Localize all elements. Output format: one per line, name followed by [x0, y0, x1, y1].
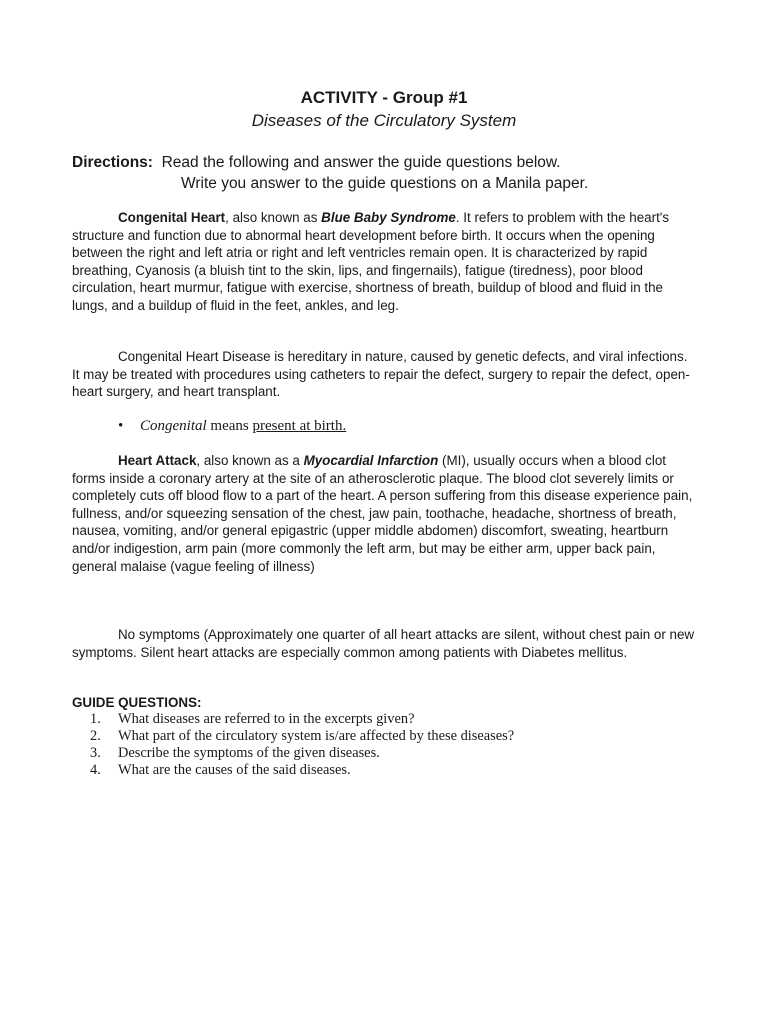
means-text: means — [206, 418, 253, 434]
list-item — [90, 728, 514, 745]
directions-block — [72, 152, 588, 194]
list-item — [90, 762, 514, 779]
term-heart-attack: Heart Attack — [118, 453, 197, 468]
question-number: 1. — [90, 711, 101, 727]
directions-line-2: Write you answer to the guide questions on a Manila paper. — [181, 175, 589, 192]
paragraph-body: (MI), usually occurs when a blood clot forms inside a coronary artery at the site of an atherosclerotic plaque. The blood clot severely limits or completely cuts off blood flow to a part of the heart. A person suffering from this disease experience pain, fullness, and/or squeezing sensation of the chest, jaw pain, toothache, headache, shortness of breath, nausea, vomiting, and/or general epigastric (upper middle abdomen) discomfort, sweating, heartburn and/or indigestion, arm pain (more commonly the left arm, but may be either arm, upper back pain, general malaise (vague feeling of illness) — [72, 453, 693, 574]
paragraph-body: Congenital Heart Disease is hereditary in nature, caused by genetic defects, and viral infections. It may be treated with procedures using catheters to repair the defect, surgery to repair the defect, open-heart surgery, and heart transplant. — [72, 349, 690, 400]
question-text: Describe the symptoms of the given diseases. — [118, 745, 380, 761]
paragraph-congenital-heart-disease — [72, 348, 696, 401]
bullet-congenital-definition — [118, 418, 346, 435]
question-number: 4. — [90, 762, 101, 778]
paragraph-body: No symptoms (Approximately one quarter of all heart attacks are silent, without chest pain or new symptoms. Silent heart attacks are especially common among patients with Diabetes mellitus. — [72, 627, 695, 660]
directions-label: Directions: — [72, 154, 153, 171]
bullet-icon: • — [118, 418, 124, 434]
question-text: What diseases are referred to in the excerpts given? — [118, 711, 415, 727]
paragraph-no-symptoms — [72, 626, 696, 661]
list-item — [90, 711, 514, 728]
activity-subtitle: Diseases of the Circulatory System — [251, 111, 517, 130]
aka-text: , also known as — [225, 210, 322, 225]
list-item — [90, 745, 514, 762]
question-number: 2. — [90, 728, 101, 744]
paragraph-heart-attack — [72, 452, 696, 575]
alias-blue-baby-syndrome: Blue Baby Syndrome — [321, 210, 456, 225]
question-number: 3. — [90, 745, 101, 761]
paragraph-body: . It refers to problem with the heart's structure and function due to abnormal heart development before birth. It occurs when the opening between the right and left atria or right and left ventricles remain open. It is characterized by rapid breathing, Cyanosis (a bluish tint to the skin, lips, and fingernails), fatigue (tiredness), poor blood circulation, heart murmur, fatigue with exercise, shortness of breath, buildup of blood and fluid in the lungs, and a buildup of fluid in the feet, ankles, and leg. — [72, 210, 670, 313]
term-congenital: Congenital — [140, 418, 207, 434]
question-text: What part of the circulatory system is/are affected by these diseases? — [118, 728, 515, 744]
question-text: What are the causes of the said diseases. — [118, 762, 351, 778]
directions-line-1: Read the following and answer the guide questions below. — [161, 154, 561, 171]
paragraph-congenital-heart — [72, 209, 696, 315]
activity-title: ACTIVITY - Group #1 — [300, 88, 468, 107]
aka-text: , also known as a — [196, 453, 304, 468]
guide-questions-heading: GUIDE QUESTIONS: — [72, 695, 202, 710]
definition-text: present at birth. — [252, 418, 347, 434]
guide-questions-list — [90, 711, 514, 779]
alias-myocardial-infarction: Myocardial Infarction — [303, 453, 439, 468]
term-congenital-heart: Congenital Heart — [118, 210, 226, 225]
